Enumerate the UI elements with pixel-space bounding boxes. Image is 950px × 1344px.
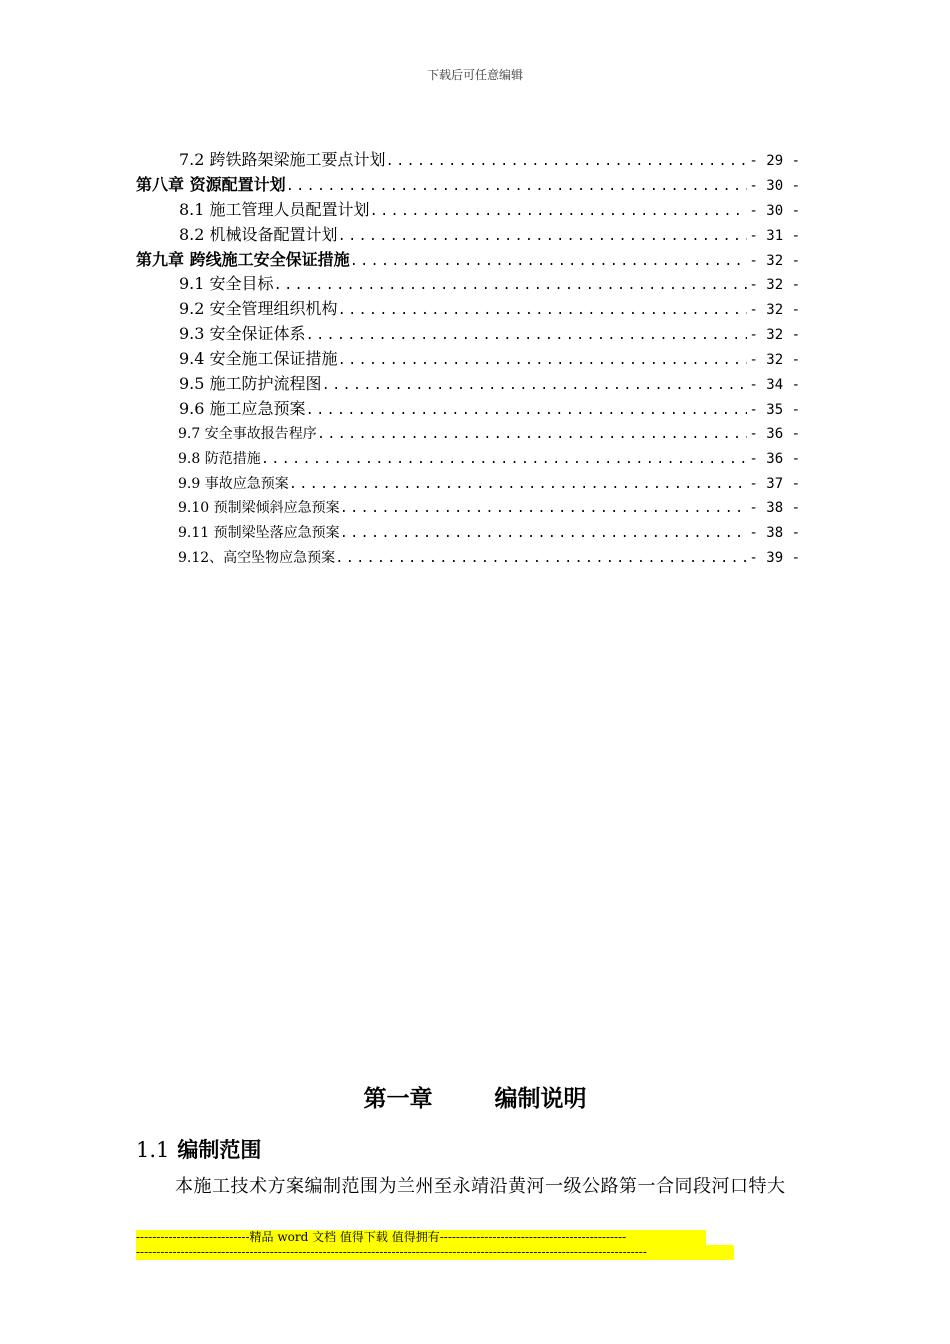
toc-entry-title: 9.9 事故应急预案 (178, 475, 289, 492)
toc-entry-page: - 38 - (749, 525, 800, 542)
toc-entry[interactable] (136, 496, 800, 521)
toc-entry-title: 9.7 安全事故报告程序 (178, 425, 317, 442)
toc-entry[interactable] (136, 372, 800, 397)
toc-entry[interactable] (136, 198, 800, 223)
toc-dot-leader (286, 175, 748, 198)
toc-entry-title: 9.6 施工应急预案 (179, 398, 306, 418)
chapter-title (0, 1080, 950, 1113)
toc-entry-title: 9.8 防范措施 (178, 450, 261, 467)
toc-dot-leader (338, 299, 748, 322)
toc-entry[interactable] (136, 447, 800, 472)
body-paragraph: 本施工技术方案编制范围为兰州至永靖沿黄河一级公路第一合同段河口特大 (175, 1176, 786, 1197)
toc-entry[interactable] (136, 322, 800, 347)
toc-entry-page: - 30 - (749, 202, 800, 219)
toc-entry-title: 第八章 资源配置计划 (136, 174, 286, 194)
chapter-name: 编制说明 (494, 1086, 587, 1112)
toc-entry[interactable] (136, 272, 800, 297)
toc-entry[interactable] (136, 521, 800, 546)
toc-dot-leader (350, 250, 748, 273)
toc-entry-title: 9.12、高空坠物应急预案 (178, 550, 336, 567)
toc-entry[interactable] (136, 223, 800, 248)
toc-entry[interactable] (136, 397, 800, 422)
toc-entry-page: - 32 - (749, 352, 800, 369)
toc-entry-page: - 38 - (749, 500, 800, 517)
section-title (136, 1134, 261, 1164)
toc-entry[interactable] (136, 248, 800, 273)
toc-entry[interactable] (136, 148, 800, 173)
toc-dot-leader (317, 423, 748, 447)
toc-entry-title: 9.5 施工防护流程图 (179, 374, 322, 394)
page-header: 下载后可任意编辑 (426, 68, 523, 82)
footer-banner: ----------------------------精品 word 文档 值得下载 值得拥有---------------------------------------------- (136, 1230, 706, 1245)
toc-dot-leader (289, 473, 748, 497)
toc-entry-page: - 32 - (749, 277, 800, 294)
page-footer (136, 1230, 734, 1260)
toc-dot-leader (322, 374, 748, 397)
toc-entry-title: 9.4 安全施工保证措施 (179, 349, 338, 369)
toc-entry-title: 9.11 预制梁坠落应急预案 (178, 525, 340, 542)
toc-entry-page: - 37 - (749, 475, 800, 492)
toc-dot-leader (386, 150, 748, 173)
toc-dot-leader (261, 448, 748, 472)
toc-entry-page: - 32 - (749, 252, 800, 269)
toc-dot-leader (338, 349, 748, 372)
toc-entry-title: 9.2 安全管理组织机构 (179, 299, 338, 319)
toc-entry-page: - 36 - (749, 425, 800, 442)
toc-entry[interactable] (136, 173, 800, 198)
footer-rule: ------------------------------------------------------------------------------------------------------------------------------ (136, 1245, 734, 1260)
toc-entry-title: 8.2 机械设备配置计划 (179, 224, 338, 244)
toc-entry-page: - 29 - (749, 153, 800, 169)
chapter-number: 第一章 (363, 1086, 433, 1112)
toc-entry[interactable] (136, 347, 800, 372)
toc-entry-page: - 34 - (749, 377, 800, 394)
toc-entry-title: 9.10 预制梁倾斜应急预案 (178, 500, 340, 517)
toc-entry-title: 7.2 跨铁路架梁施工要点计划 (179, 150, 386, 169)
toc-dot-leader (340, 522, 748, 546)
toc-entry-page: - 32 - (749, 302, 800, 319)
table-of-contents (136, 148, 800, 571)
section-number: 1.1 (136, 1138, 170, 1162)
toc-entry[interactable] (136, 297, 800, 322)
toc-entry-page: - 32 - (749, 327, 800, 344)
toc-dot-leader (274, 274, 748, 297)
toc-entry-title: 8.1 施工管理人员配置计划 (179, 199, 370, 219)
toc-entry-page: - 35 - (749, 401, 800, 418)
toc-dot-leader (338, 225, 748, 248)
toc-dot-leader (370, 200, 748, 223)
toc-entry-title: 第九章 跨线施工安全保证措施 (136, 249, 350, 269)
toc-dot-leader (335, 547, 747, 571)
toc-entry-title: 9.1 安全目标 (179, 274, 274, 294)
toc-entry-page: - 36 - (749, 450, 800, 467)
toc-entry[interactable] (136, 422, 800, 447)
toc-entry-page: - 30 - (749, 177, 800, 194)
toc-dot-leader (306, 399, 748, 422)
toc-dot-leader (306, 324, 748, 347)
section-name: 编制范围 (177, 1138, 262, 1162)
toc-entry[interactable] (136, 472, 800, 497)
toc-entry[interactable] (136, 546, 800, 571)
toc-dot-leader (340, 497, 748, 521)
toc-entry-page: - 31 - (749, 227, 800, 244)
toc-entry-page: - 39 - (749, 550, 800, 567)
toc-entry-title: 9.3 安全保证体系 (179, 324, 306, 344)
